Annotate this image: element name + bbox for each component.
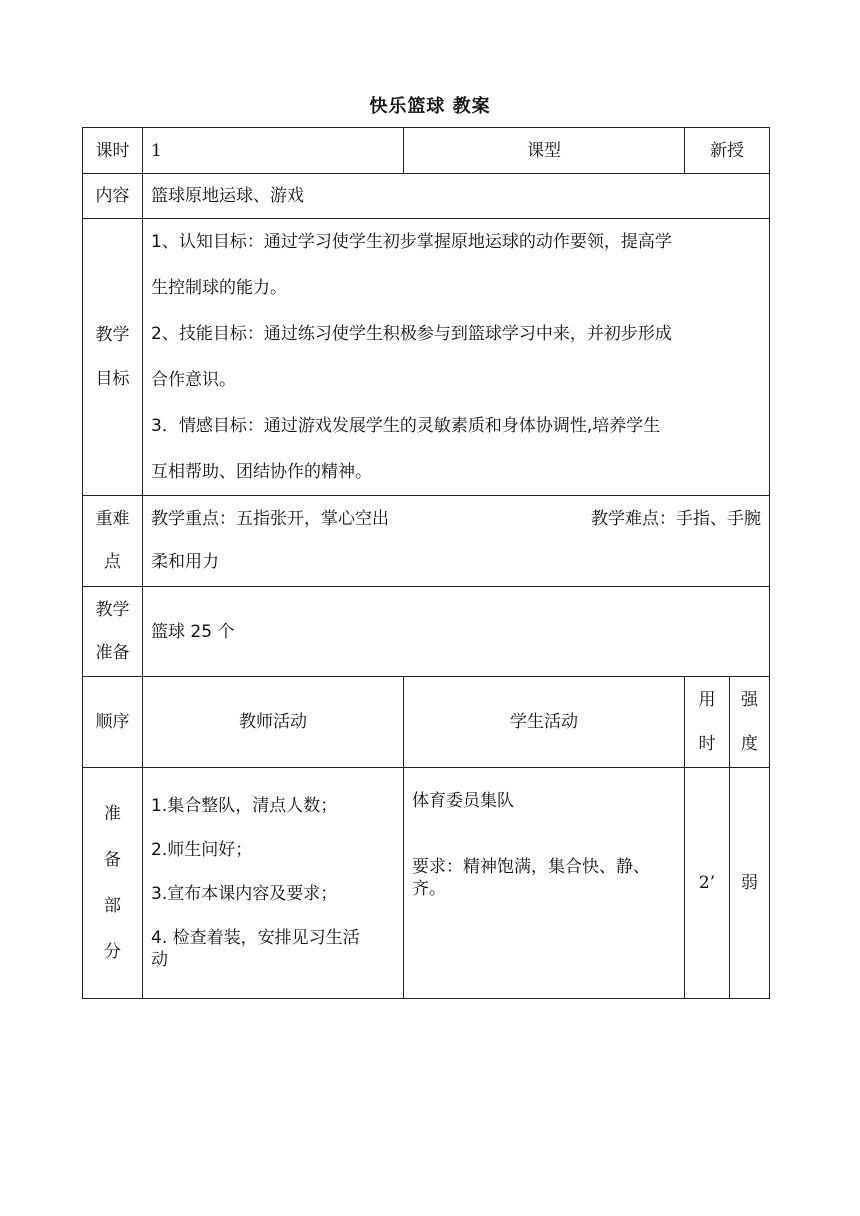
key-points-content xyxy=(143,496,770,587)
time-header-line-2: 时 xyxy=(698,734,716,754)
goals-content xyxy=(143,219,770,496)
key-points-label-line-1: 重难 xyxy=(95,509,130,529)
goal-line: 互相帮助、团结协作的精神。 xyxy=(151,462,372,482)
intensity-header-line-1: 强 xyxy=(741,690,758,710)
content-value: 篮球原地运球、游戏 xyxy=(143,174,770,219)
teacher-activities xyxy=(143,768,404,999)
row-content xyxy=(83,174,770,219)
goal-line: 3．情感目标：通过游戏发展学生的灵敏素质和身体协调性,培养学生 xyxy=(151,416,661,436)
row-prep xyxy=(83,587,770,677)
row-period xyxy=(83,128,770,174)
row-goals xyxy=(83,219,770,496)
key-points-label xyxy=(83,496,143,587)
teaching-difficulty: 教学难点：手指、手腕 xyxy=(591,509,761,529)
time-header xyxy=(685,677,730,768)
teacher-item: 3.宣布本课内容及要求； xyxy=(151,884,338,904)
lesson-plan-table xyxy=(82,127,770,999)
lesson-type-label: 课型 xyxy=(404,128,685,174)
prep-value: 篮球 25 个 xyxy=(143,587,770,677)
goals-label xyxy=(83,219,143,496)
prep-label-line-1: 教学 xyxy=(95,599,130,620)
prep-label xyxy=(83,587,143,677)
goals-label-line-2: 目标 xyxy=(95,369,130,389)
prepare-time: 2’ xyxy=(685,768,730,999)
goal-line: 合作意识。 xyxy=(151,370,236,390)
content-label: 内容 xyxy=(83,174,143,219)
order-header: 顺序 xyxy=(83,677,143,768)
row-key-points xyxy=(83,496,770,587)
goal-line: 生控制球的能力。 xyxy=(151,278,287,298)
goal-line: 1、认知目标：通过学习使学生初步掌握原地运球的动作要领，提高学 xyxy=(151,232,672,252)
period-value: 1 xyxy=(143,128,404,174)
prepare-section-char: 准 xyxy=(104,804,121,824)
teaching-focus: 教学重点：五指张开，掌心空出 xyxy=(151,509,389,529)
lesson-type-value: 新授 xyxy=(685,128,770,174)
prepare-intensity: 弱 xyxy=(730,768,770,999)
teacher-item: 2.师生问好； xyxy=(151,840,253,860)
student-item: 体育委员集队 xyxy=(412,791,514,811)
page-title: 快乐篮球 教案 xyxy=(369,96,491,117)
teaching-difficulty-cont: 柔和用力 xyxy=(151,552,219,572)
intensity-header xyxy=(730,677,770,768)
student-item: 要求：精神饱满，集合快、静、 xyxy=(412,857,650,877)
row-prepare-section xyxy=(83,768,770,999)
student-activity-header: 学生活动 xyxy=(404,677,685,768)
intensity-header-line-2: 度 xyxy=(741,734,758,754)
prepare-section-label xyxy=(83,768,143,999)
time-header-line-1: 用 xyxy=(698,690,716,710)
prepare-section-char: 部 xyxy=(104,896,121,916)
row-activity-header xyxy=(83,677,770,768)
goals-label-line-1: 教学 xyxy=(95,325,130,345)
goal-line: 2、技能目标：通过练习使学生积极参与到篮球学习中来，并初步形成 xyxy=(151,324,672,344)
teacher-activity-header: 教师活动 xyxy=(143,677,404,768)
prep-label-line-2: 准备 xyxy=(95,642,130,663)
prepare-section-char: 备 xyxy=(104,850,121,870)
student-activities xyxy=(404,768,685,999)
teacher-item: 动 xyxy=(151,950,168,970)
student-item: 齐。 xyxy=(412,879,446,899)
key-points-label-line-2: 点 xyxy=(104,552,121,572)
period-label: 课时 xyxy=(83,128,143,174)
teacher-item: 4. 检查着装，安排见习生活 xyxy=(151,928,360,948)
prepare-section-char: 分 xyxy=(104,942,121,962)
teacher-item: 1.集合整队，清点人数； xyxy=(151,796,338,816)
